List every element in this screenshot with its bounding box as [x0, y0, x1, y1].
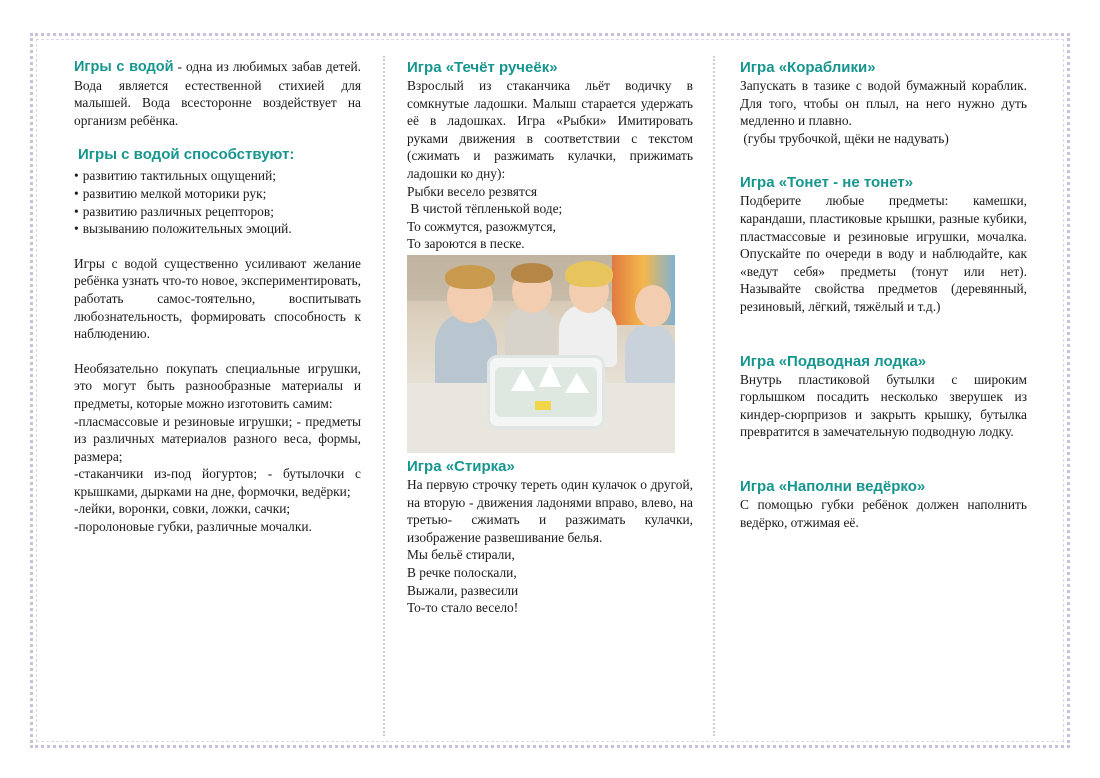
- intro-text: - одна из любимых забав детей. Вода является естественной стихией для малышей. Вода всесторонне воздействует на организм ребёнка.: [74, 59, 361, 128]
- intro-paragraph: [74, 58, 361, 129]
- materials-paragraph: Необязательно покупать специальные игрушки, это могут быть разнообразные материалы и предметы, которые можно изготовить самим:: [74, 360, 361, 411]
- poem-line: В чистой тёпленькой воде;: [407, 201, 563, 217]
- poem-line: То сожмутся, разожмутся,: [407, 218, 556, 234]
- intro-heading: Игры с водой: [74, 59, 174, 75]
- poem-line: Выжали, развесили: [407, 582, 519, 598]
- benefits-paragraph: Игры с водой существенно усиливают желание ребёнка узнать что-то новое, экспериментировать, работать самос-тоятельно, воспитывать любознательность, формировать способность к наблюдению.: [74, 255, 361, 342]
- promote-item: • развитию мелкой моторики рук;: [74, 185, 361, 203]
- game-boats-text: Запускать в тазике с водой бумажный кораблик. Для того, чтобы он плыл, на него нужно дуть медленно и плавно.: [740, 78, 1027, 129]
- materials-item: -стаканчики из-под йогуртов; - бутылочки с крышками, дырками на дне, формочки, ведёрки;: [74, 466, 361, 499]
- poem-line: То-то стало весело!: [407, 600, 519, 616]
- game-bucket-heading: Игра «Наполни ведёрко»: [740, 477, 926, 495]
- promote-item: • развитию различных рецепторов;: [74, 203, 361, 221]
- materials-item: -пласмассовые и резиновые игрушки; - предметы из различных материалов разного веса, формы, размера;: [74, 413, 361, 464]
- game-boats: [740, 58, 1027, 147]
- poem-line: То зароются в песке.: [407, 236, 525, 252]
- column-left: [74, 58, 361, 536]
- game-boats-heading: Игра «Кораблики»: [740, 59, 876, 76]
- game-stream-text: Взрослый из стаканчика льёт водичку в сомкнутые ладошки. Малыш старается удержать её в ладошках. Игра «Рыбки» Имитировать руками движения в соответствии с текстом (сжимать и разжимать кулачки, прижимать ладошки ко дну):: [407, 78, 693, 181]
- materials-item: -поролоновые губки, различные мочалки.: [74, 519, 312, 535]
- poem-line: В речке полоскали,: [407, 564, 517, 580]
- column-divider-2: [713, 56, 715, 736]
- children-playing-photo: [407, 255, 675, 453]
- materials-item: -лейки, воронки, совки, ложки, сачки;: [74, 501, 291, 517]
- game-laundry-heading: Игра «Стирка»: [407, 457, 515, 475]
- column-divider-1: [383, 56, 385, 736]
- game-submarine-heading: Игра «Подводная лодка»: [740, 352, 927, 370]
- poem-line: Мы бельё стирали,: [407, 547, 515, 563]
- laundry-poem: [407, 546, 693, 616]
- promote-item: • развитию тактильных ощущений;: [74, 167, 361, 185]
- game-submarine-text: Внутрь пластиковой бутылки с широким горлышком посадить несколько зверушек из киндер-сюрпризов и закрыть крышку, бутылка превратится в замечательную подводную лодку.: [740, 371, 1027, 440]
- game-sink-float: [740, 173, 1027, 315]
- promote-heading: Игры с водой способствуют:: [78, 146, 295, 164]
- game-submarine: [740, 352, 1027, 441]
- poem-line: Рыбки весело резвятся: [407, 183, 538, 199]
- game-sink-float-heading: Игра «Тонет - не тонет»: [740, 174, 914, 192]
- fish-poem: [407, 183, 693, 253]
- game-laundry-text: На первую строчку тереть один кулачок о другой, на вторую - движения ладонями вправо, влево, на третью- сжимать и разжимать кулачки, изображение развешивание белья.: [407, 476, 693, 545]
- game-bucket: [740, 477, 1027, 531]
- game-bucket-text: С помощью губки ребёнок должен наполнить ведёрко, отжимая её.: [740, 496, 1027, 530]
- promote-list: [74, 167, 361, 237]
- game-stream-heading: Игра «Течёт ручеёк»: [407, 59, 558, 76]
- game-boats-note: (губы трубочкой, щёки не надувать): [740, 130, 949, 146]
- promote-item: • вызыванию положительных эмоций.: [74, 220, 361, 238]
- column-middle: [407, 58, 693, 617]
- column-right: [740, 58, 1027, 531]
- game-sink-float-text: Подберите любые предметы: камешки, карандаши, пластиковые крышки, разные кубики, пластмассовые и резиновые игрушки, мочалка. Опускайте по очереди в воду и наблюдайте, как «ведут себя» предметы (тонут или нет). Называйте свойства предметов (деревянный, резиновый, лёгкий, тяжёлый и т.д.): [740, 193, 1027, 314]
